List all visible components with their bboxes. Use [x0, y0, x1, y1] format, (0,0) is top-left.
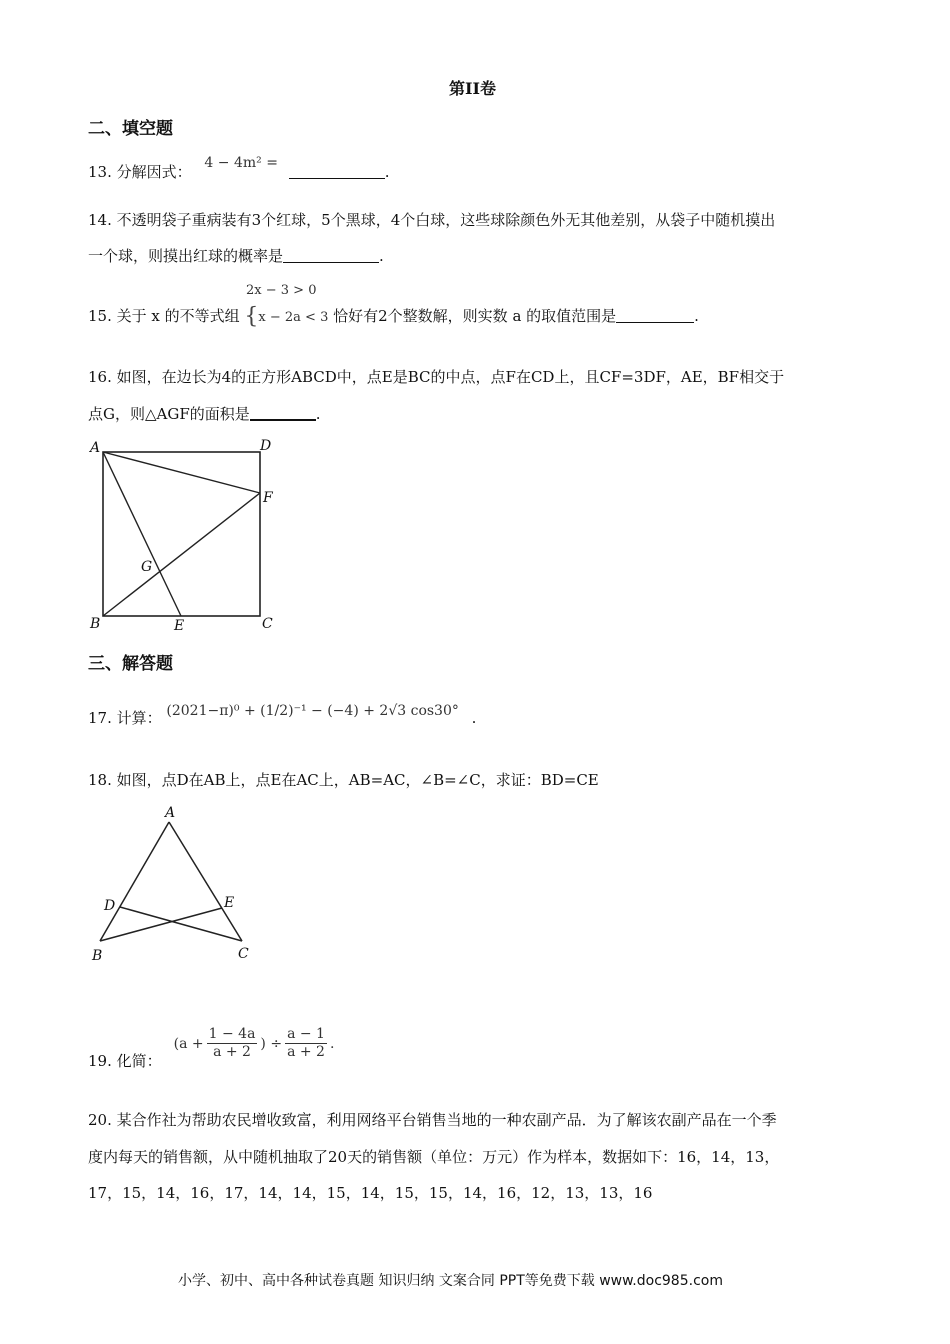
page-footer: 小学、初中、高中各种试卷真题 知识归纳 文案合同 PPT等免费下载 www.doc985.com [178, 1273, 723, 1289]
q15-brace-icon: { [244, 304, 259, 329]
section-fill-heading: 二、填空题 [88, 119, 173, 139]
label-E: E [224, 895, 235, 911]
question-20-line3: 17，15，14，16，17，14，14，15，14，15，15，14，16，12，13，13，16 [88, 1184, 653, 1202]
question-20-line2: 度内每天的销售额，从中随机抽取了20天的销售额（单位：万元）作为样本，数据如下：16，14，13， [88, 1148, 780, 1166]
question-19: 19. 化简： (a + $\frac{1 - 4a}{a + 2}$ ) ÷ $\frac{a - 1}{a + 2}$ . [88, 1026, 335, 1070]
question-18: 18. 如图，点D在AB上，点E在AC上，AB=AC，∠B=∠C，求证：BD=CE [88, 771, 599, 789]
segment-ae [103, 452, 181, 616]
q16-square-figure [86, 434, 286, 639]
label-G: G [141, 559, 153, 575]
q18-triangle-figure [86, 800, 266, 970]
question-16-line2: 点G，则△AGF的面积是 . [88, 405, 321, 423]
question-17: 17. 计算： (2021−π)⁰ + (1/2)⁻¹ − (−4) + 2√3 cos30° . [88, 703, 477, 727]
question-14-line1: 14. 不透明袋子重病装有3个红球，5个黑球，4个白球，这些球除颜色外无其他差别，从袋子中随机摸出 [88, 211, 776, 229]
q16-answer-blank[interactable] [250, 405, 316, 421]
question-14-line2: 一个球，则摸出红球的概率是 . [88, 247, 384, 265]
q15-answer-blank[interactable] [616, 308, 694, 323]
q13-answer-blank[interactable] [289, 164, 385, 179]
segment-bf [103, 493, 260, 616]
q14-answer-blank[interactable] [283, 248, 379, 263]
label-D: D [260, 438, 272, 454]
q13-prefix: 13. 分解因式： [88, 163, 192, 181]
label-E: E [174, 618, 185, 634]
q19-expression: (a + $\frac{1 - 4a}{a + 2}$ ) ÷ $\frac{a - 1}{a + 2}$ . [173, 1026, 335, 1060]
question-20-line1: 20. 某合作社为帮助农民增收致富，利用网络平台销售当地的一种农副产品．为了解该农副产品在一个季 [88, 1111, 777, 1129]
label-D: D [104, 898, 116, 914]
label-C: C [262, 616, 273, 632]
q17-expression: (2021−π)⁰ + (1/2)⁻¹ − (−4) + 2√3 cos30° [166, 703, 459, 719]
segment-be [100, 908, 222, 941]
label-C: C [238, 946, 249, 962]
square-abcd [103, 452, 260, 616]
section-solve-heading: 三、解答题 [88, 654, 173, 674]
question-15: 15. 关于 x 的不等式组 {x − 2a < 3 恰好有2个整数解，则实数 a 的取值范围是 . [88, 304, 699, 329]
question-13: 13. 分解因式： 4 − 4m² = . [88, 155, 390, 181]
page-title: 第II卷 [449, 79, 496, 98]
segment-ab [100, 822, 169, 941]
label-F: F [263, 490, 273, 506]
q13-expression: 4 − 4m² = [204, 155, 278, 171]
q15-ineq2: x − 2a < 3 [258, 310, 329, 325]
segment-af [103, 452, 260, 493]
q15-ineq1: 2x − 3 > 0 [246, 283, 317, 298]
label-A: A [90, 440, 101, 456]
question-16-line1: 16. 如图，在边长为4的正方形ABCD中，点E是BC的中点，点F在CD上，且CF=3DF，AE，BF相交于 [88, 368, 785, 386]
label-B: B [92, 948, 103, 964]
label-A: A [165, 805, 176, 821]
label-B: B [90, 616, 101, 632]
